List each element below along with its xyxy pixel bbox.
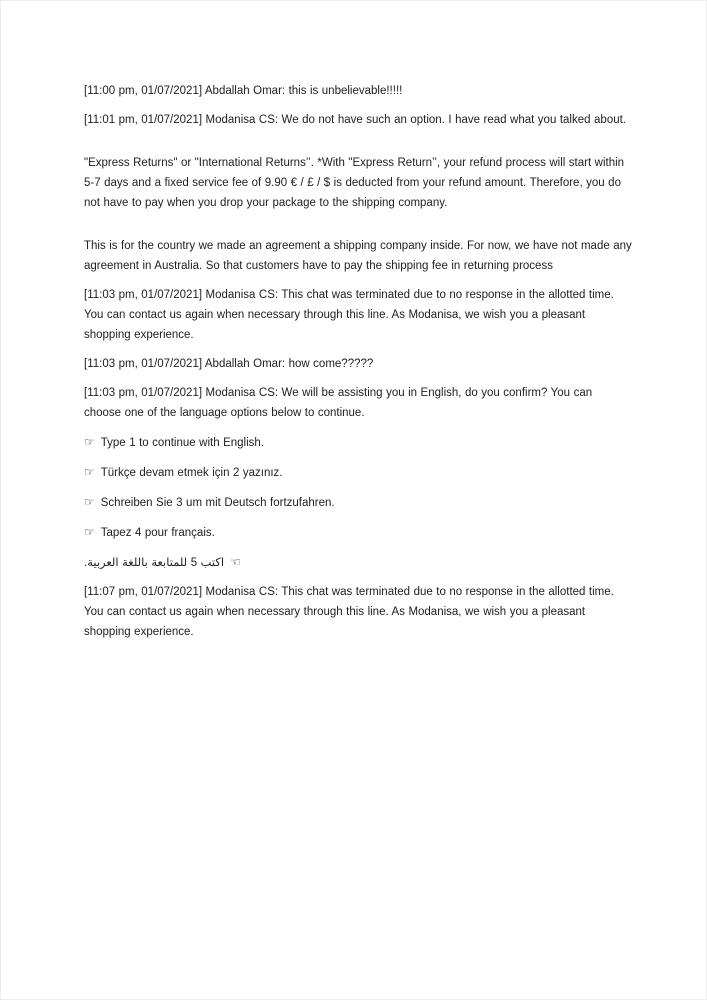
language-option-label: Türkçe devam etmek için 2 yazınız. [100,467,283,479]
express-returns-paragraph: "Express Returns" or "International Returns’’. *With "Express Return’’, your refund process will start within 5-7 days and a fixed service fee of 9.90 € / £ / $ is deducted from your refund amount. Therefore, you do not have to pay when you drop your package to the shipping company. [84,157,625,209]
chat-message-1100: [11:00 pm, 01/07/2021] Abdallah Omar: this is unbelievable!!!!! [84,85,403,97]
language-option-english [84,432,632,453]
language-option-arabic [84,552,632,573]
pointing-hand-right-icon: ☞ [84,525,95,539]
language-option-turkish [84,462,632,483]
chat-message-1103-how-come: [11:03 pm, 01/07/2021] Abdallah Omar: how come????? [84,358,374,370]
language-option-label: Type 1 to continue with English. [100,437,265,449]
chat-message-1103-terminated: [11:03 pm, 01/07/2021] Modanisa CS: This chat was terminated due to no response in the allotted time. You can contact us again when necessary through this line. As Modanisa, we wish you a pleasant shopping experience. [84,289,614,341]
pointing-hand-left-icon: ☜ [230,555,241,569]
language-option-german [84,492,632,513]
pointing-hand-right-icon: ☞ [84,495,95,509]
chat-message-1107-terminated: [11:07 pm, 01/07/2021] Modanisa CS: This chat was terminated due to no response in the allotted time. You can contact us again when necessary through this line. As Modanisa, we wish you a pleasant shopping experience. [84,586,614,638]
blank-line [84,139,644,153]
country-agreement-paragraph: This is for the country we made an agreement a shipping company inside. For now, we have not made any agreement in Australia. So that customers have to pay the shipping fee in returning process [84,240,632,272]
pointing-hand-right-icon: ☞ [84,435,95,449]
language-option-label: اكتب 5 للمتابعة باللغة العربية. [84,557,225,569]
chat-message-1101: [11:01 pm, 01/07/2021] Modanisa CS: We do not have such an option. I have read what you talked about. [84,114,626,126]
language-option-label: Tapez 4 pour français. [100,527,215,539]
blank-line [84,222,644,236]
pointing-hand-right-icon: ☞ [84,465,95,479]
language-option-label: Schreiben Sie 3 um mit Deutsch fortzufahren. [100,497,335,509]
chat-message-1103-language-confirm: [11:03 pm, 01/07/2021] Modanisa CS: We will be assisting you in English, do you confirm? You can choose one of the language options below to continue. [84,387,593,419]
language-option-french [84,522,632,543]
